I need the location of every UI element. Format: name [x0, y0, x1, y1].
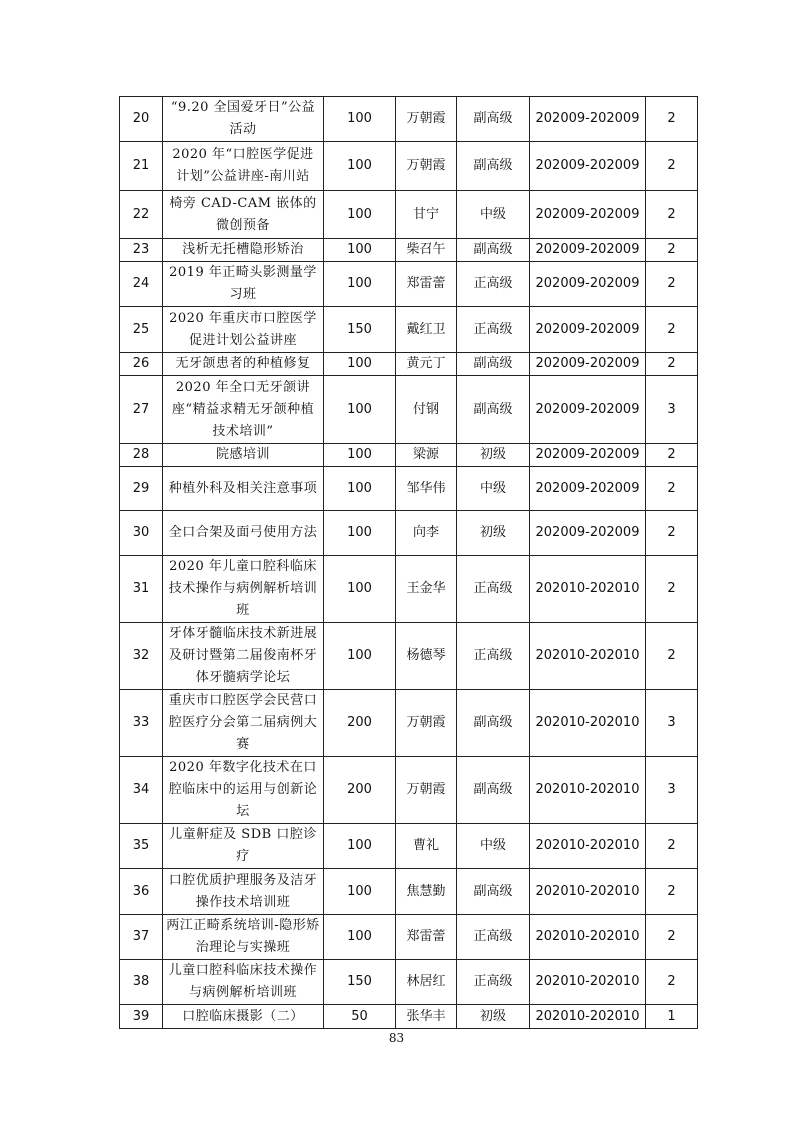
course-level: 副高级 — [457, 376, 530, 444]
course-level: 正高级 — [457, 915, 530, 960]
course-lead: 柴召午 — [396, 239, 457, 262]
course-name: 院感培训 — [163, 444, 324, 467]
course-hours: 100 — [324, 623, 396, 690]
table-body — [120, 97, 698, 1029]
course-hours: 150 — [324, 960, 396, 1005]
row-number: 22 — [120, 191, 163, 239]
course-hours: 100 — [324, 142, 396, 191]
row-number: 20 — [120, 97, 163, 142]
course-name: 2020 年“口腔医学促进计划”公益讲座-南川站 — [163, 142, 324, 191]
course-period: 202009-202009 — [530, 262, 646, 307]
course-credit: 2 — [646, 556, 698, 623]
course-lead: 曹礼 — [396, 824, 457, 869]
course-name: 2020 年数字化技术在口腔临床中的运用与创新论坛 — [163, 757, 324, 824]
table-row — [120, 824, 698, 869]
course-hours: 100 — [324, 915, 396, 960]
table-row — [120, 353, 698, 376]
row-number: 26 — [120, 353, 163, 376]
row-number: 36 — [120, 869, 163, 915]
course-credit: 2 — [646, 824, 698, 869]
course-name: 两江正畸系统培训-隐形矫治理论与实操班 — [163, 915, 324, 960]
row-number: 27 — [120, 376, 163, 444]
course-period: 202009-202009 — [530, 142, 646, 191]
course-name: 儿童鼾症及 SDB 口腔诊疗 — [163, 824, 324, 869]
course-lead: 杨德琴 — [396, 623, 457, 690]
course-level: 正高级 — [457, 307, 530, 353]
course-hours: 100 — [324, 467, 396, 511]
course-lead: 付钢 — [396, 376, 457, 444]
course-credit: 2 — [646, 142, 698, 191]
course-level: 副高级 — [457, 353, 530, 376]
row-number: 21 — [120, 142, 163, 191]
row-number: 39 — [120, 1005, 163, 1029]
course-lead: 甘宁 — [396, 191, 457, 239]
row-number: 23 — [120, 239, 163, 262]
course-period: 202010-202010 — [530, 757, 646, 824]
row-number: 35 — [120, 824, 163, 869]
table-row — [120, 757, 698, 824]
course-lead: 邹华伟 — [396, 467, 457, 511]
table-row — [120, 511, 698, 556]
course-lead: 戴红卫 — [396, 307, 457, 353]
row-number: 24 — [120, 262, 163, 307]
course-credit: 2 — [646, 915, 698, 960]
course-level: 正高级 — [457, 960, 530, 1005]
table-row — [120, 142, 698, 191]
course-lead: 林居红 — [396, 960, 457, 1005]
course-period: 202009-202009 — [530, 307, 646, 353]
course-period: 202009-202009 — [530, 239, 646, 262]
course-level: 副高级 — [457, 239, 530, 262]
row-number: 25 — [120, 307, 163, 353]
course-credit: 2 — [646, 353, 698, 376]
table-row — [120, 444, 698, 467]
course-level: 初级 — [457, 1005, 530, 1029]
course-hours: 200 — [324, 757, 396, 824]
table-row — [120, 376, 698, 444]
course-credit: 2 — [646, 623, 698, 690]
course-name: 重庆市口腔医学会民营口腔医疗分会第二届病例大赛 — [163, 690, 324, 757]
course-hours: 200 — [324, 690, 396, 757]
course-name: 2020 年重庆市口腔医学促进计划公益讲座 — [163, 307, 324, 353]
course-period: 202009-202009 — [530, 444, 646, 467]
table-row — [120, 307, 698, 353]
course-period: 202009-202009 — [530, 97, 646, 142]
course-credit: 2 — [646, 239, 698, 262]
course-hours: 100 — [324, 262, 396, 307]
course-period: 202010-202010 — [530, 1005, 646, 1029]
table-row — [120, 915, 698, 960]
course-hours: 100 — [324, 444, 396, 467]
course-name: “9.20 全国爱牙日”公益活动 — [163, 97, 324, 142]
course-level: 正高级 — [457, 623, 530, 690]
course-hours: 100 — [324, 97, 396, 142]
course-level: 副高级 — [457, 690, 530, 757]
table-row — [120, 191, 698, 239]
course-hours: 100 — [324, 869, 396, 915]
course-lead: 郑雷蕾 — [396, 915, 457, 960]
row-number: 32 — [120, 623, 163, 690]
course-name: 口腔优质护理服务及洁牙操作技术培训班 — [163, 869, 324, 915]
course-period: 202010-202010 — [530, 556, 646, 623]
course-level: 初级 — [457, 444, 530, 467]
course-level: 副高级 — [457, 142, 530, 191]
course-hours: 100 — [324, 239, 396, 262]
course-level: 中级 — [457, 824, 530, 869]
row-number: 29 — [120, 467, 163, 511]
course-lead: 万朝霞 — [396, 757, 457, 824]
course-table — [119, 96, 698, 1029]
course-name: 全口合架及面弓使用方法 — [163, 511, 324, 556]
row-number: 30 — [120, 511, 163, 556]
course-period: 202009-202009 — [530, 191, 646, 239]
page-number: 83 — [388, 1031, 405, 1045]
course-period: 202010-202010 — [530, 824, 646, 869]
course-credit: 2 — [646, 262, 698, 307]
course-name: 椅旁 CAD-CAM 嵌体的微创预备 — [163, 191, 324, 239]
row-number: 37 — [120, 915, 163, 960]
course-period: 202009-202009 — [530, 467, 646, 511]
row-number: 31 — [120, 556, 163, 623]
course-level: 中级 — [457, 467, 530, 511]
course-name: 浅析无托槽隐形矫治 — [163, 239, 324, 262]
course-hours: 50 — [324, 1005, 396, 1029]
course-period: 202009-202009 — [530, 353, 646, 376]
course-period: 202010-202010 — [530, 915, 646, 960]
course-period: 202010-202010 — [530, 869, 646, 915]
course-credit: 2 — [646, 960, 698, 1005]
course-hours: 100 — [324, 376, 396, 444]
course-period: 202010-202010 — [530, 960, 646, 1005]
table-row — [120, 869, 698, 915]
course-credit: 2 — [646, 307, 698, 353]
course-hours: 100 — [324, 511, 396, 556]
course-lead: 梁源 — [396, 444, 457, 467]
course-hours: 100 — [324, 191, 396, 239]
course-name: 儿童口腔科临床技术操作与病例解析培训班 — [163, 960, 324, 1005]
course-level: 正高级 — [457, 556, 530, 623]
course-level: 初级 — [457, 511, 530, 556]
course-credit: 2 — [646, 444, 698, 467]
course-name: 2020 年全口无牙颌讲座“精益求精无牙颌种植技术培训” — [163, 376, 324, 444]
course-credit: 2 — [646, 97, 698, 142]
course-hours: 100 — [324, 353, 396, 376]
course-period: 202009-202009 — [530, 376, 646, 444]
course-credit: 3 — [646, 376, 698, 444]
course-credit: 1 — [646, 1005, 698, 1029]
course-period: 202010-202010 — [530, 623, 646, 690]
course-credit: 3 — [646, 690, 698, 757]
course-credit: 2 — [646, 511, 698, 556]
course-level: 正高级 — [457, 262, 530, 307]
course-lead: 万朝霞 — [396, 690, 457, 757]
course-credit: 3 — [646, 757, 698, 824]
course-lead: 焦慧勤 — [396, 869, 457, 915]
course-credit: 2 — [646, 869, 698, 915]
course-lead: 黄元丁 — [396, 353, 457, 376]
course-hours: 150 — [324, 307, 396, 353]
course-level: 副高级 — [457, 757, 530, 824]
course-lead: 张华丰 — [396, 1005, 457, 1029]
table-row — [120, 690, 698, 757]
course-lead: 万朝霞 — [396, 97, 457, 142]
course-period: 202009-202009 — [530, 511, 646, 556]
course-name: 牙体牙髓临床技术新进展及研讨暨第二届俊南杯牙体牙髓病学论坛 — [163, 623, 324, 690]
course-level: 副高级 — [457, 869, 530, 915]
course-name: 无牙颌患者的种植修复 — [163, 353, 324, 376]
row-number: 28 — [120, 444, 163, 467]
course-lead: 万朝霞 — [396, 142, 457, 191]
course-credit: 2 — [646, 467, 698, 511]
table-row — [120, 262, 698, 307]
course-name: 2019 年正畸头影测量学习班 — [163, 262, 324, 307]
row-number: 38 — [120, 960, 163, 1005]
course-name: 种植外科及相关注意事项 — [163, 467, 324, 511]
table-row — [120, 1005, 698, 1029]
course-lead: 向李 — [396, 511, 457, 556]
course-lead: 王金华 — [396, 556, 457, 623]
course-period: 202010-202010 — [530, 690, 646, 757]
table-row — [120, 97, 698, 142]
row-number: 34 — [120, 757, 163, 824]
course-name: 2020 年儿童口腔科临床技术操作与病例解析培训班 — [163, 556, 324, 623]
course-lead: 郑雷蕾 — [396, 262, 457, 307]
course-hours: 100 — [324, 824, 396, 869]
row-number: 33 — [120, 690, 163, 757]
table-row — [120, 960, 698, 1005]
course-level: 中级 — [457, 191, 530, 239]
table-row — [120, 239, 698, 262]
table-row — [120, 556, 698, 623]
course-hours: 100 — [324, 556, 396, 623]
course-level: 副高级 — [457, 97, 530, 142]
table-row — [120, 467, 698, 511]
course-name: 口腔临床摄影（二） — [163, 1005, 324, 1029]
course-credit: 2 — [646, 191, 698, 239]
table-row — [120, 623, 698, 690]
